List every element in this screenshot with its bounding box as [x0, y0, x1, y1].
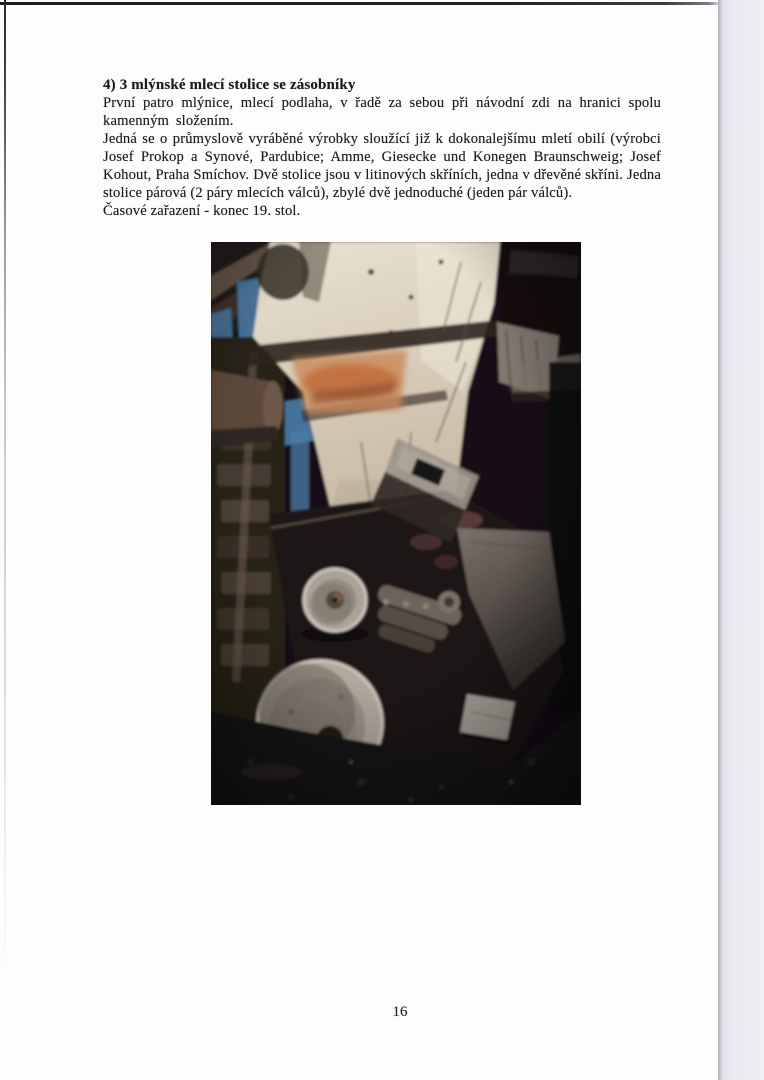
scan-top-edge-line — [0, 2, 723, 5]
text-block — [103, 76, 661, 220]
page-number: 16 — [392, 1004, 408, 1020]
paragraph-dating: Časové zařazení - konec 19. stol. — [103, 203, 301, 219]
paragraph-location: První patro mlýnice, mlecí podlaha, v řadě za sebou při návodní zdi na hranici spolu kamenným složením. — [103, 95, 661, 129]
scan-left-edge-line — [4, 0, 6, 985]
mill-photo — [211, 242, 581, 805]
paragraph-description: Jedná se o průmyslově vyráběné výrobky sloužící již k dokonalejšímu mletí obilí (výrobci Josef Prokop a Synové, Pardubice; Amme, Giesecke und Konegen Braunschweig; Josef Kohout, Praha Smíchov. Dvě stolice jsou v litinových skříních, jedna v dřevěné skříni. Jedna stolice párová (2 páry mlecích válců), zbylé dvě jednoduché (jeden pár válců). — [103, 131, 661, 201]
section-heading: 4) 3 mlýnské mlecí stolice se zásobníky — [103, 77, 356, 93]
scan-right-page-band — [718, 0, 764, 1080]
mill-photo-illustration — [211, 242, 581, 805]
